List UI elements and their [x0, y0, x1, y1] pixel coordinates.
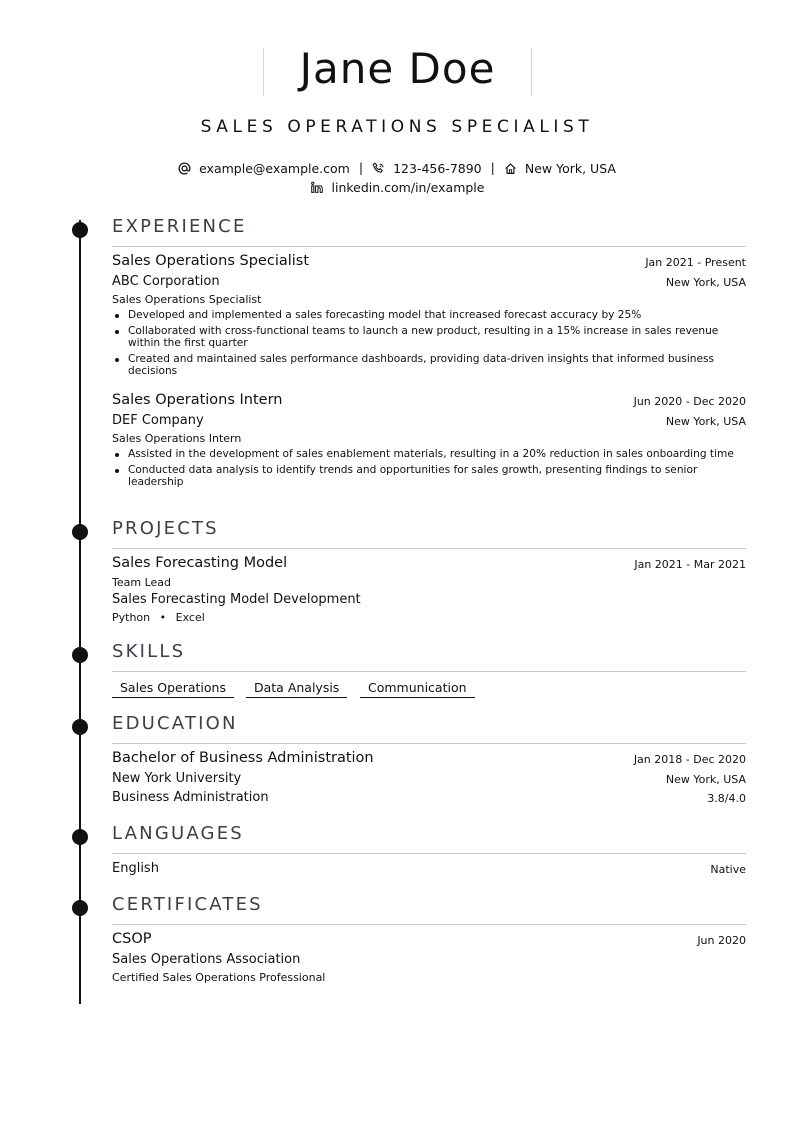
job-bullet: Collaborated with cross-functional teams to launch a new product, resulting in a 15% increase in sales revenue within the first quarter	[112, 325, 746, 349]
education-dates: Jan 2018 - Dec 2020	[633, 753, 746, 766]
school-name: New York University	[112, 771, 242, 786]
project-tools	[112, 611, 205, 624]
job-bullet: Created and maintained sales performance dashboards, providing data-driven insights that informed business decisions	[112, 353, 746, 377]
skill-tag: Sales Operations	[112, 680, 234, 698]
certificate-issuer: Sales Operations Association	[112, 952, 301, 967]
timeline-dot	[72, 647, 88, 663]
job-dates: Jun 2020 - Dec 2020	[633, 395, 746, 408]
at-icon	[178, 162, 191, 175]
languages-heading: LANGUAGES	[112, 823, 244, 844]
job-bullet-list	[112, 309, 746, 381]
section-divider	[112, 671, 746, 672]
gpa: 3.8/4.0	[707, 792, 746, 805]
location-text: New York, USA	[524, 161, 616, 176]
candidate-name: Jane Doe	[299, 44, 496, 93]
email-contact[interactable]	[178, 161, 350, 176]
linkedin-contact[interactable]	[310, 180, 485, 195]
section-divider	[112, 743, 746, 744]
email-text: example@example.com	[199, 161, 350, 176]
skills-heading: SKILLS	[112, 641, 186, 662]
linkedin-icon	[310, 181, 324, 194]
timeline-dot	[72, 222, 88, 238]
certificate-name: CSOP	[112, 931, 152, 947]
project-dates: Jan 2021 - Mar 2021	[634, 558, 746, 571]
timeline-dot	[72, 900, 88, 916]
job-dates: Jan 2021 - Present	[645, 256, 746, 269]
job-bullet: Developed and implemented a sales forecasting model that increased forecast accuracy by 25%	[112, 309, 746, 321]
certificate-full-name: Certified Sales Operations Professional	[112, 971, 326, 984]
location-contact	[504, 161, 616, 176]
timeline-dot	[72, 524, 88, 540]
language-level: Native	[710, 863, 746, 876]
certificates-heading: CERTIFICATES	[112, 894, 263, 915]
company-name: ABC Corporation	[112, 274, 220, 289]
job-location: New York, USA	[665, 415, 746, 428]
degree-title: Bachelor of Business Administration	[112, 750, 374, 766]
timeline-line	[79, 220, 81, 1004]
job-bullet: Assisted in the development of sales enablement materials, resulting in a 20% reduction in sales onboarding time	[112, 448, 746, 460]
job-title: SALES OPERATIONS SPECIALIST	[200, 117, 594, 137]
project-description: Sales Forecasting Model Development	[112, 592, 361, 607]
tool-separator: •	[159, 611, 167, 624]
job-subtitle: Sales Operations Specialist	[112, 293, 262, 306]
experience-heading: EXPERIENCE	[112, 216, 247, 237]
job-bullet: Conducted data analysis to identify trends and opportunities for sales growth, presenting findings to senior leadership	[112, 464, 746, 488]
contact-line-secondary	[0, 179, 794, 195]
school-location: New York, USA	[665, 773, 746, 786]
job-subtitle: Sales Operations Intern	[112, 432, 242, 445]
job-location: New York, USA	[665, 276, 746, 289]
contact-separator: |	[490, 160, 495, 175]
job-bullet-list	[112, 448, 746, 492]
contact-separator: |	[358, 160, 364, 175]
home-icon	[504, 162, 517, 175]
phone-contact[interactable]	[372, 161, 482, 176]
section-divider	[112, 853, 746, 854]
timeline-dot	[72, 719, 88, 735]
certificate-date: Jun 2020	[697, 934, 746, 947]
project-tool: Excel	[175, 611, 205, 624]
phone-text: 123-456-7890	[393, 161, 482, 176]
phone-icon	[372, 162, 385, 175]
section-divider	[112, 246, 746, 247]
name-frame	[263, 44, 532, 96]
timeline-dot	[72, 829, 88, 845]
project-role: Team Lead	[112, 576, 171, 589]
contact-line-primary	[0, 160, 794, 176]
education-heading: EDUCATION	[112, 713, 238, 734]
job-title-entry: Sales Operations Specialist	[112, 253, 310, 269]
project-tool: Python	[112, 611, 151, 624]
language-name: English	[112, 861, 159, 876]
field-of-study: Business Administration	[112, 790, 269, 805]
section-divider	[112, 548, 746, 549]
skill-tag: Communication	[360, 680, 475, 698]
projects-heading: PROJECTS	[112, 518, 219, 539]
project-title: Sales Forecasting Model	[112, 555, 288, 571]
section-divider	[112, 924, 746, 925]
skill-tag: Data Analysis	[246, 680, 347, 698]
linkedin-text: linkedin.com/in/example	[331, 180, 485, 195]
company-name: DEF Company	[112, 413, 204, 428]
job-title-entry: Sales Operations Intern	[112, 392, 283, 408]
